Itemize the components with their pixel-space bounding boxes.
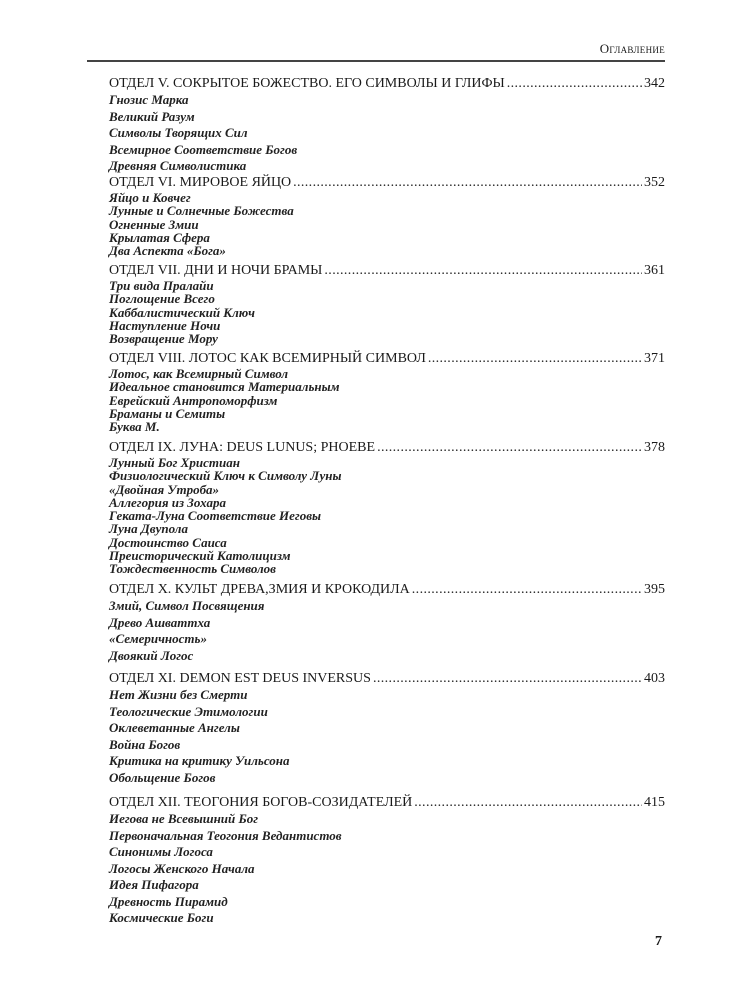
- subsection-item: Преисторический Католицизм: [109, 548, 291, 564]
- section-title: ОТДЕЛ X. КУЛЬТ ДРЕВА,ЗМИЯ И КРОКОДИЛА: [109, 582, 410, 597]
- subsection-list: [109, 687, 665, 786]
- section-heading[interactable]: [109, 794, 665, 811]
- subsection-item: Змий, Символ Посвящения: [109, 598, 265, 613]
- section-title: ОТДЕЛ XI. DEMON EST DEUS INVERSUS: [109, 671, 371, 686]
- subsection-item: Двоякий Логос: [109, 647, 194, 663]
- toc-section: [109, 350, 665, 433]
- subsection-item: Возвращение Мору: [109, 331, 218, 347]
- subsection-item: Иегова не Всевышний Бог: [109, 811, 259, 826]
- toc-section: [109, 794, 665, 927]
- subsection-item: Буква М.: [109, 419, 160, 435]
- subsection-item: Великий Разум: [109, 108, 195, 124]
- subsection-item: Древо Ашваттха: [109, 614, 211, 630]
- section-title: ОТДЕЛ VII. ДНИ И НОЧИ БРАМЫ: [109, 263, 323, 278]
- subsection-item: Геката-Луна Соответствие Иеговы: [109, 508, 322, 524]
- leader-dots: [507, 75, 642, 92]
- subsection-item: Лунный Бог Христиан: [109, 455, 240, 470]
- subsection-list: [109, 92, 665, 175]
- subsection-item: Наступление Ночи: [109, 317, 221, 333]
- subsection-item: Каббалистический Ключ: [109, 304, 255, 320]
- subsection-item: Еврейский Антропоморфизм: [109, 392, 278, 408]
- section-title: ОТДЕЛ VIII. ЛОТОС КАК ВСЕМИРНЫЙ СИМВОЛ: [109, 351, 426, 366]
- subsection-item: Идея Пифагора: [109, 877, 199, 892]
- subsection-item: Лунные и Солнечные Божества: [109, 203, 294, 219]
- subsection-item: Огненные Змии: [109, 216, 199, 232]
- section-heading[interactable]: [109, 75, 665, 92]
- subsection-item: Оклеветанные Ангелы: [109, 720, 240, 735]
- section-page: 403: [644, 671, 665, 686]
- subsection-item: Первоначальная Теогония Ведантистов: [109, 827, 342, 843]
- subsection-item: «Семеричность»: [109, 631, 207, 646]
- subsection-item: Логосы Женского Начала: [109, 860, 255, 876]
- subsection-item: Аллегория из Зохара: [109, 494, 226, 510]
- leader-dots: [428, 350, 642, 367]
- toc-section: [109, 670, 665, 786]
- page-number: 7: [655, 934, 662, 949]
- subsection-item: Критика на критику Уильсона: [109, 753, 290, 768]
- subsection-item: Космические Боги: [109, 910, 214, 925]
- section-heading[interactable]: [109, 581, 665, 598]
- leader-dots: [377, 439, 642, 456]
- subsection-list: [109, 191, 665, 257]
- toc-section: [109, 75, 665, 175]
- section-heading[interactable]: [109, 174, 665, 191]
- subsection-item: «Двойная Утроба»: [109, 481, 220, 497]
- section-page: 361: [644, 263, 665, 278]
- section-title: ОТДЕЛ XII. ТЕОГОНИЯ БОГОВ-СОЗИДАТЕЛЕЙ: [109, 795, 413, 810]
- subsection-item: Идеальное становится Материальным: [109, 379, 340, 395]
- toc-section: [109, 174, 665, 257]
- leader-dots: [412, 581, 642, 598]
- toc-section: [109, 262, 665, 345]
- subsection-item: Физиологический Ключ к Символу Луны: [109, 468, 342, 484]
- toc-section: [109, 439, 665, 576]
- subsection-item: Крылатая Сфера: [109, 229, 210, 245]
- subsection-item: Гнозис Марка: [109, 92, 189, 107]
- leader-dots: [324, 262, 642, 279]
- section-heading[interactable]: [109, 262, 665, 279]
- subsection-list: [109, 811, 665, 927]
- section-page: 378: [644, 440, 665, 455]
- leader-dots: [414, 794, 642, 811]
- section-heading[interactable]: [109, 350, 665, 367]
- subsection-item: Лотос, как Всемирный Символ: [109, 366, 289, 381]
- section-title: ОТДЕЛ VI. МИРОВОЕ ЯЙЦО: [109, 175, 292, 190]
- subsection-item: Древность Пирамид: [109, 893, 228, 909]
- section-title: ОТДЕЛ V. СОКРЫТОЕ БОЖЕСТВО. ЕГО СИМВОЛЫ И ГЛИФЫ: [109, 76, 505, 91]
- subsection-item: Браманы и Семиты: [109, 405, 226, 421]
- subsection-item: Луна Двупола: [109, 521, 188, 537]
- toc-section: [109, 581, 665, 664]
- subsection-item: Три вида Пралайи: [109, 278, 214, 293]
- section-page: 352: [644, 175, 665, 190]
- subsection-item: Достоинство Саиса: [109, 534, 227, 550]
- section-page: 395: [644, 582, 665, 597]
- subsection-item: Символы Творящих Сил: [109, 125, 248, 140]
- section-page: 342: [644, 76, 665, 91]
- subsection-item: Обольщение Богов: [109, 769, 216, 785]
- subsection-list: [109, 367, 665, 433]
- subsection-item: Нет Жизни без Смерти: [109, 687, 248, 702]
- subsection-item: Тождественность Символов: [109, 561, 276, 577]
- subsection-item: Два Аспекта «Бога»: [109, 243, 226, 259]
- section-page: 415: [644, 795, 665, 810]
- section-page: 371: [644, 351, 665, 366]
- subsection-item: Синонимы Логоса: [109, 844, 213, 859]
- subsection-item: Теологические Этимологии: [109, 703, 268, 719]
- subsection-item: Всемирное Соответствие Богов: [109, 141, 298, 157]
- section-heading[interactable]: [109, 670, 665, 687]
- subsection-item: Древняя Символистика: [109, 158, 247, 173]
- leader-dots: [293, 174, 642, 191]
- subsection-list: [109, 456, 665, 576]
- subsection-item: Война Богов: [109, 736, 181, 752]
- subsection-list: [109, 279, 665, 345]
- section-heading[interactable]: [109, 439, 665, 456]
- subsection-list: [109, 598, 665, 664]
- subsection-item: Поглощение Всего: [109, 291, 215, 307]
- leader-dots: [373, 670, 642, 687]
- header-rule: [87, 60, 665, 62]
- running-head: Оглавление: [599, 41, 665, 56]
- subsection-item: Яйцо и Ковчег: [109, 190, 191, 205]
- section-title: ОТДЕЛ IX. ЛУНА: DEUS LUNUS; PHOEBE: [109, 440, 376, 455]
